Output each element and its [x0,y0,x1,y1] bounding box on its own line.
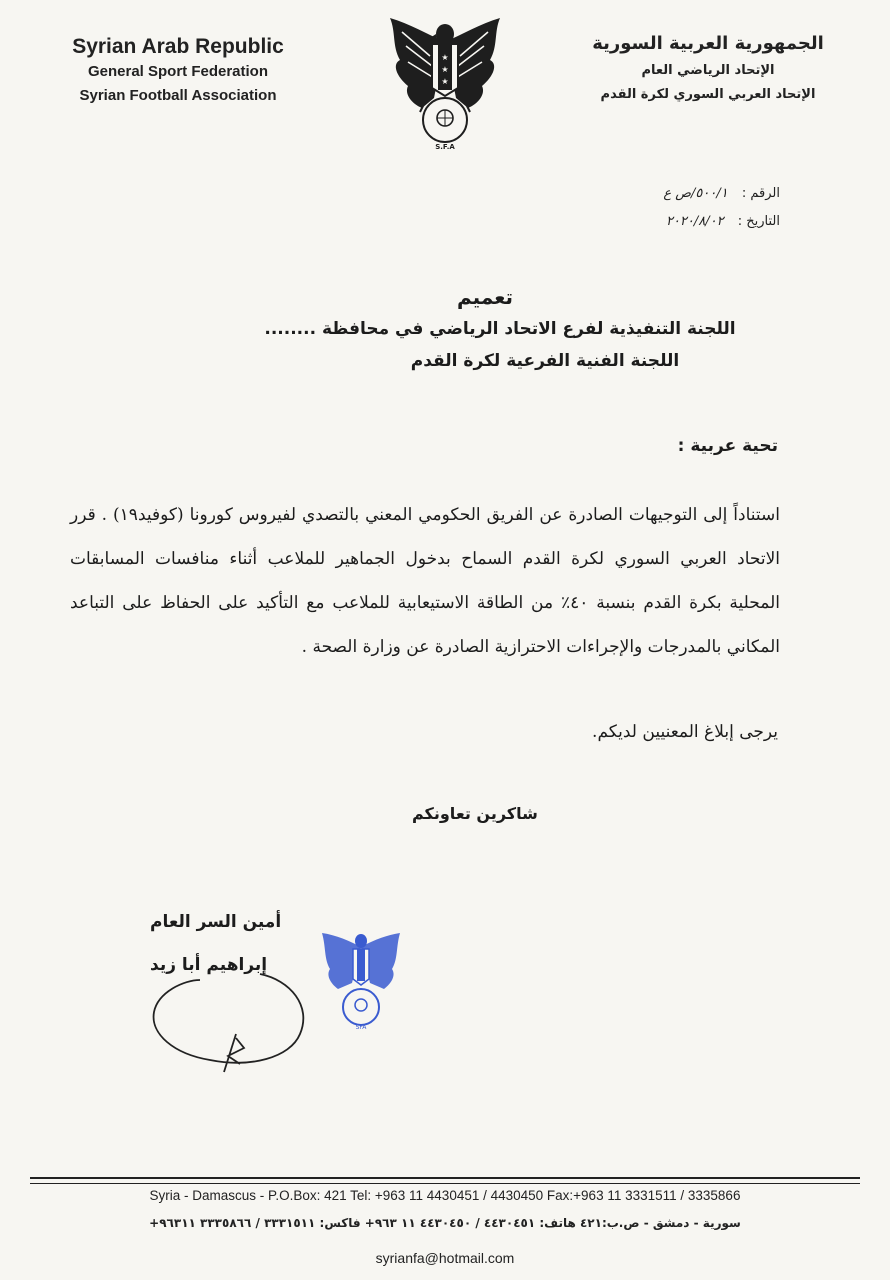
signatory-title: أمين السر العام [150,912,282,932]
closing-thanks: شاكرين تعاونكم [412,804,538,823]
header-ar-country: الجمهورية العربية السورية [592,33,824,54]
reference-block [663,180,780,236]
document-titles [0,282,890,376]
eagle-logo-icon [382,12,508,152]
header-ar-federation: الإتحاد الرياضي العام [641,63,775,78]
reference-number-label: الرقم : [741,186,780,201]
header-en-association: Syrian Football Association [79,87,277,104]
body-paragraph: استناداً إلى التوجيهات الصادرة عن الفريق الحكومي المعني بالتصدي لفيروس كورونا (كوفيد١٩) . قرر الاتحاد العربي السوري لكرة القدم السماح بدخول الجماهير للملاعب أثناء منافسات المسابقات المحلية بكرة القدم بنسبة ٤٠٪ من الطاقة الاستيعابية للملاعب مع التأكيد على الحفاظ على التباعد المكاني بالمدرجات والإجراءات الاحترازية الصادرة عن وزارة الصحة . [70,505,780,657]
reference-number-value: ٥٠٠/١/ص ع [663,186,728,201]
recipient-line-1: اللجنة التنفيذية لفرع الاتحاد الرياضي في محافظة ........ [264,319,736,339]
official-stamp-icon [318,925,404,1033]
footer-rule-thin [30,1183,860,1184]
notify-line: يرجى إبلاغ المعنيين لديكم. [592,722,778,742]
recipient-line-2: اللجنة الفنية الفرعية لكرة القدم [410,351,680,371]
header-ar-association: الإتحاد العربي السوري لكرة القدم [600,87,816,102]
footer-rule-thick [30,1177,860,1179]
header-en-country: Syrian Arab Republic [72,35,284,58]
footer-arabic-contact: سورية - دمشق - ص.ب:٤٢١ هاتف: ٤٤٣٠٤٥١ / ٤٤٣٠٤٥٠ ١١ ٩٦٣+ فاكس: ٣٣٣١٥١١ / ٣٣٣٥٨٦٦ ٩٦٣١١+ [149,1216,741,1230]
document-title: تعميم [456,285,514,309]
header-arabic [558,30,858,106]
svg-text:★: ★ [441,65,449,74]
reference-date-label: التاريخ : [737,214,780,229]
svg-text:S.F.A: S.F.A [435,143,455,151]
reference-date-value: ٢٠٢٠/٨/٠٢ [665,214,724,229]
header-english [28,34,328,108]
signatory-name: إبراهيم أبا زيد [150,955,268,975]
handwritten-signature-icon [140,960,310,1080]
header-en-federation: General Sport Federation [87,63,269,80]
reference-date [663,208,780,236]
svg-text:★: ★ [441,77,449,86]
greeting: تحية عربية : [677,436,778,456]
svg-text:SFA: SFA [355,1024,367,1031]
reference-number [663,180,780,208]
footer-english-contact: Syria - Damascus - P.O.Box: 421 Tel: +963 11 4430451 / 4430450 Fax:+963 11 3331511 / 3335866 [149,1188,741,1203]
svg-text:★: ★ [441,53,449,62]
footer-email: syrianfa@hotmail.com [375,1250,515,1266]
